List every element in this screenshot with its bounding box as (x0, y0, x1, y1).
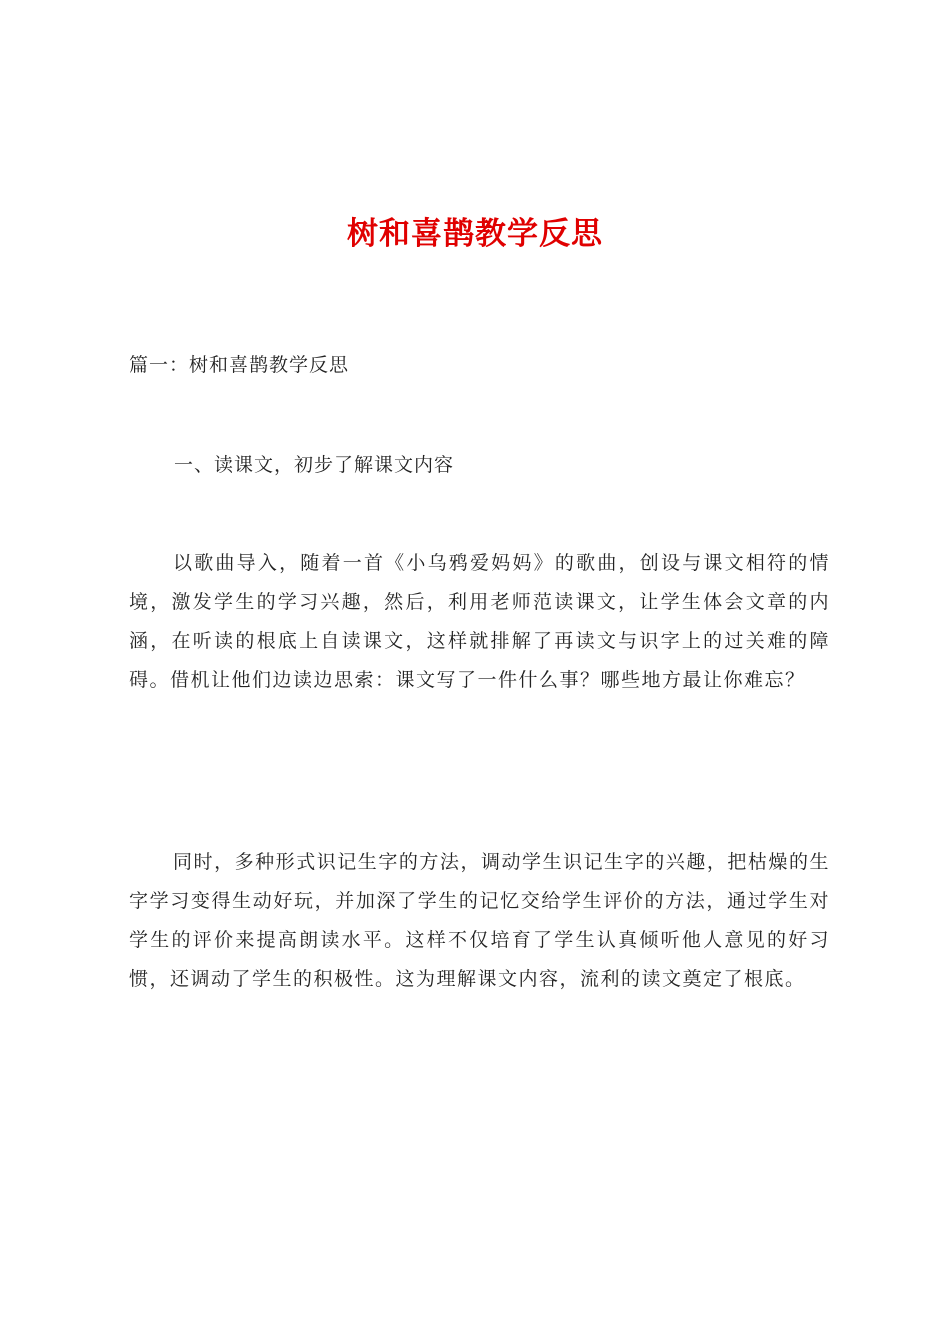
paragraph: 以歌曲导入，随着一首《小乌鸦爱妈妈》的歌曲，创设与课文相符的情境，激发学生的学习兴趣，然后，利用老师范读课文，让学生体会文章的内涵，在听读的根底上自读课文，这样就排解了再读文与识字上的过关难的障碍。借机让他们边读边思索：课文写了一件什么事？哪些地方最让你难忘？ (129, 552, 830, 691)
subheading: 一、读课文，初步了解课文内容 (174, 454, 455, 476)
document-title: 树和喜鹊教学反思 (347, 216, 603, 252)
section-heading: 篇一：树和喜鹊教学反思 (129, 354, 350, 376)
paragraph: 同时，多种形式识记生字的方法，调动学生识记生字的兴趣，把枯燥的生字学习变得生动好玩，并加深了学生的记忆交给学生评价的方法，通过学生对学生的评价来提高朗读水平。这样不仅培育了学生认真倾听他人意见的好习惯，还调动了学生的积极性。这为理解课文内容，流利的读文奠定了根底。 (129, 851, 830, 990)
